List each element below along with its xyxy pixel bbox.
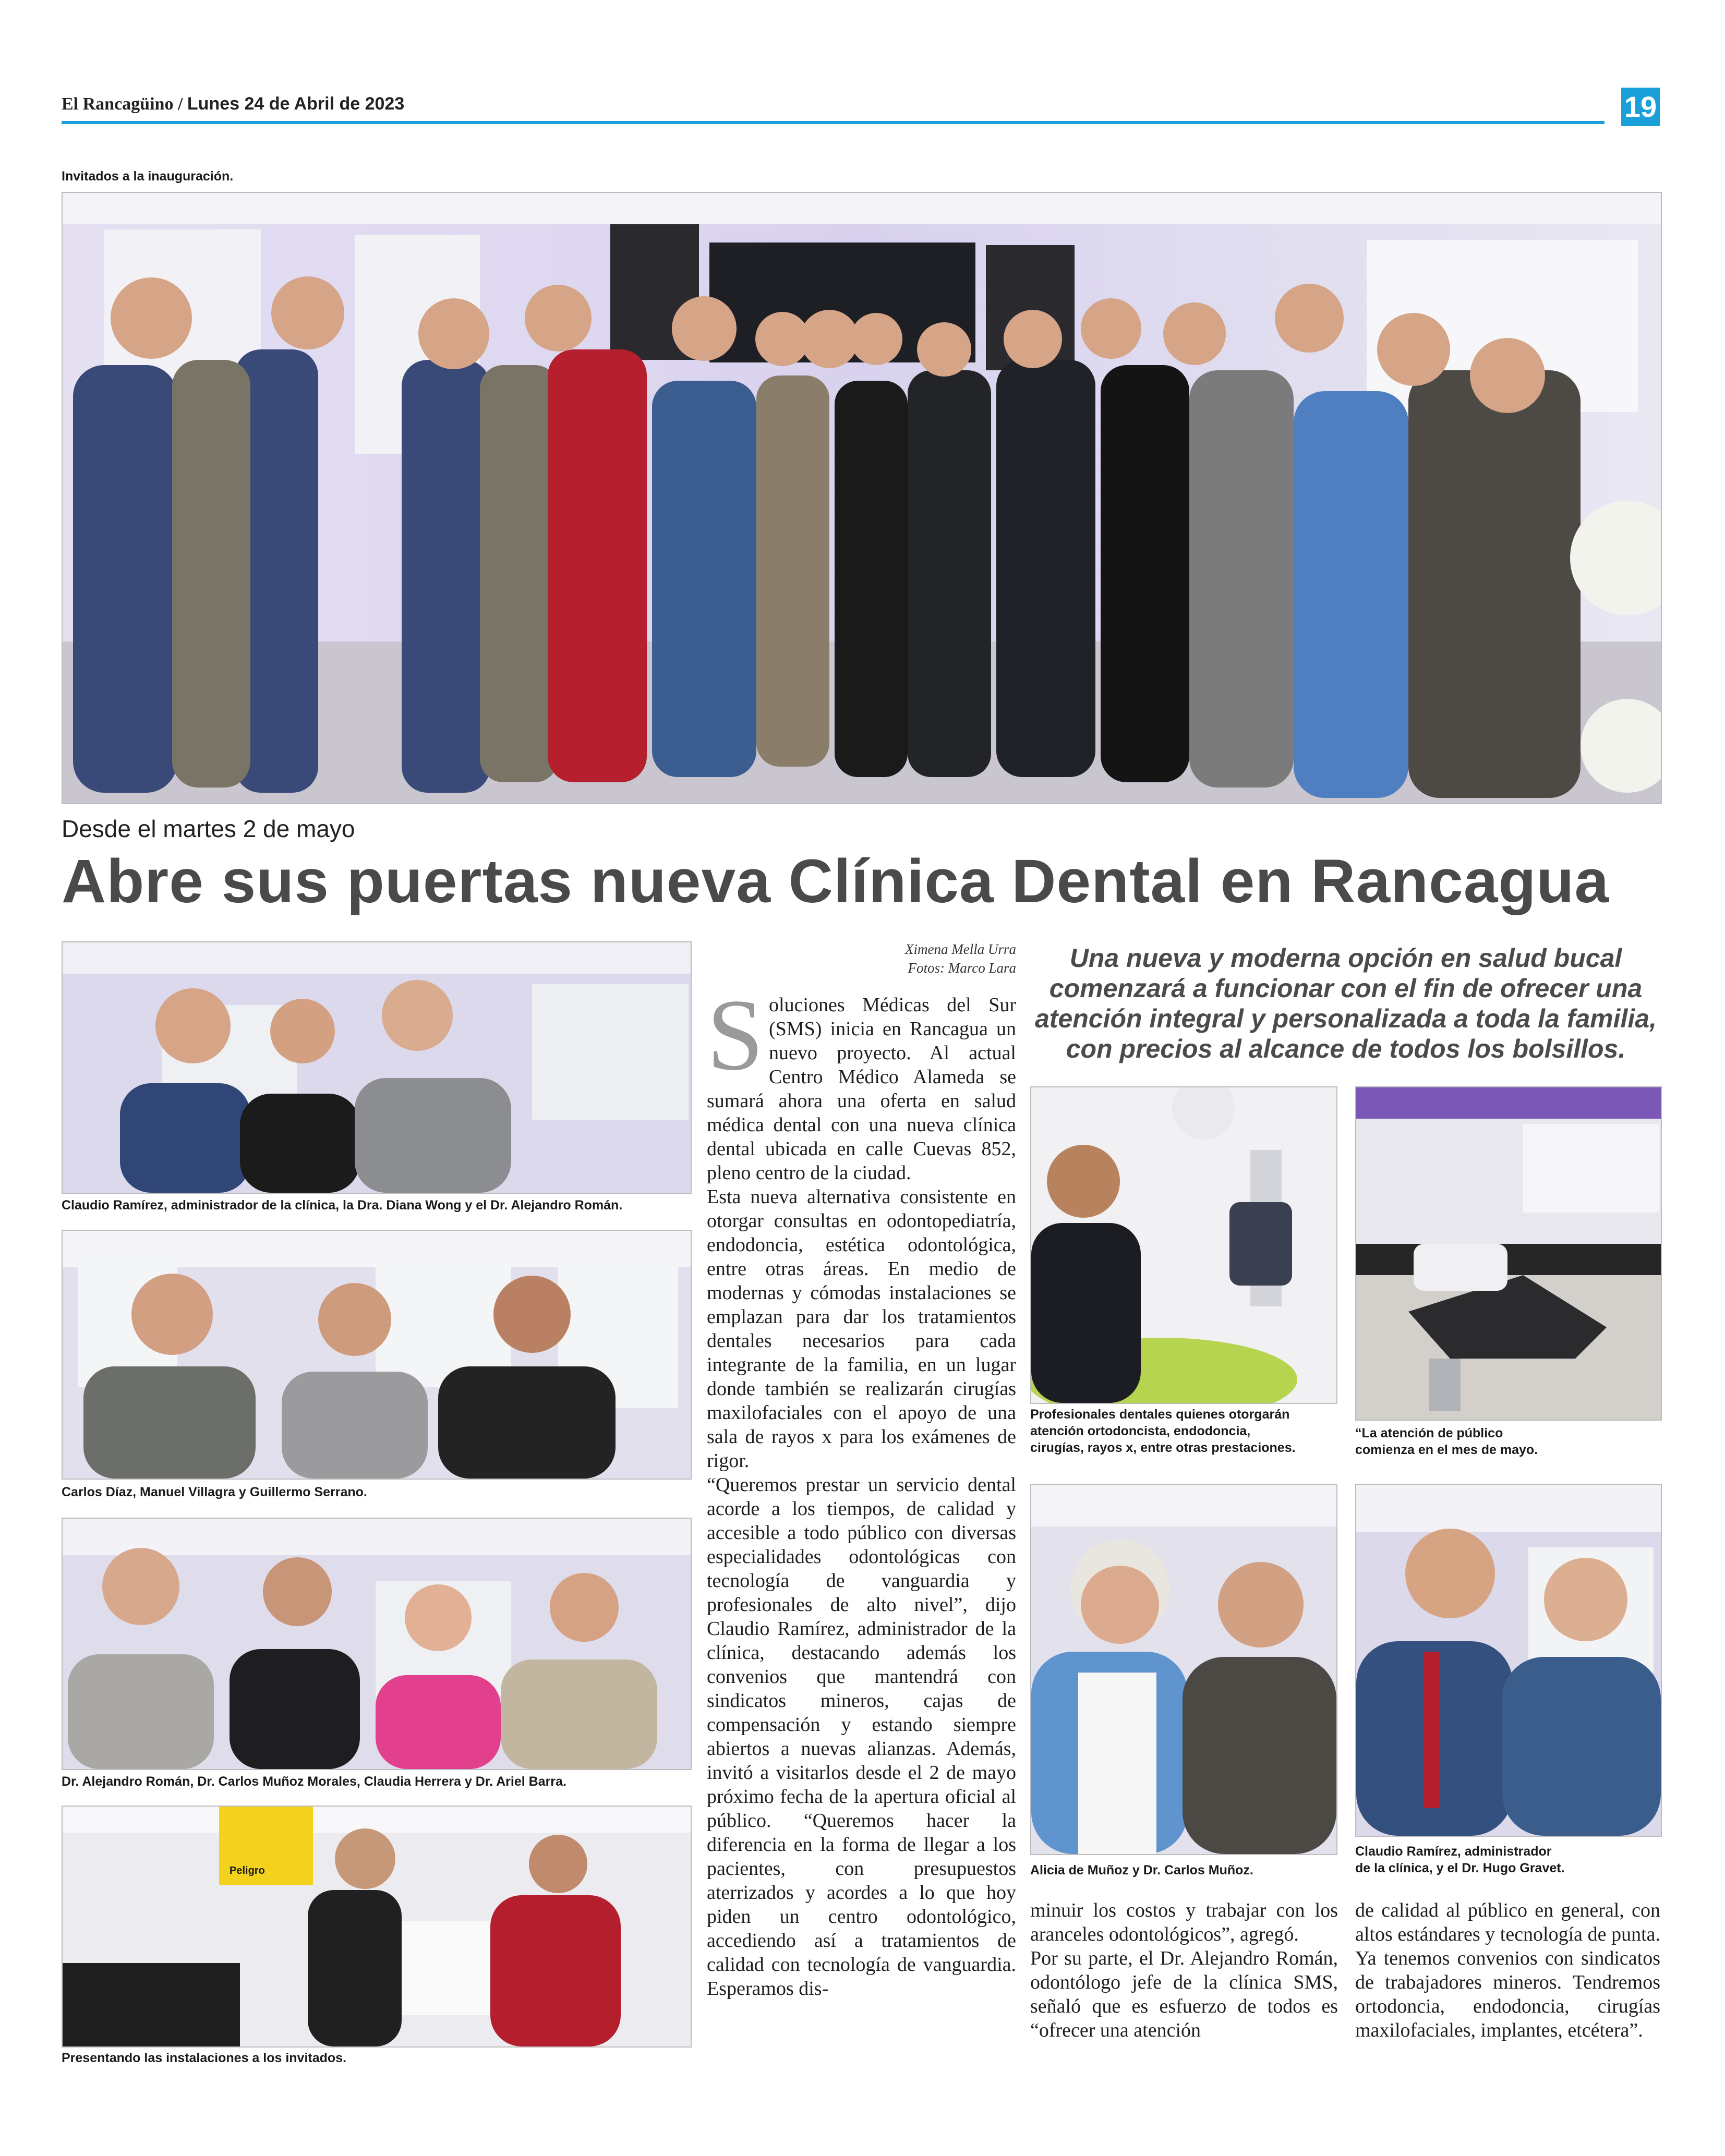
headline: Abre sus puertas nueva Clínica Dental en Rancagua [62,847,1610,916]
body-paragraph-6: de calidad al público en general, con altos estándares y tecnología de punta. Ya tenemos convenios con sindicatos de trabajadores mineros. Tendremos ortodoncia, endodoncia, cirugías maxilofaciales, implantes, etcétera”. [1355,1899,1660,2041]
drop-cap: S [707,978,764,1092]
masthead [62,94,404,114]
paper-name: El Rancagüino / [62,94,183,114]
photo-credit: Fotos: Marco Lara [908,960,1016,976]
body-paragraph-5: Por su parte, el Dr. Alejandro Román, odontólogo jefe de la clínica SMS, señaló que es esfuerzo de todos es “ofrecer una atención [1030,1947,1338,2041]
body-paragraph-4: minuir los costos y trabajar con los aranceles odontológicos”, agregó. [1030,1899,1338,1945]
top-photo-caption: Invitados a la inauguración. [62,169,234,184]
photo-caption-5: Profesionales dentales quienes otorgarán atención ortodoncista, endodoncia, cirugías, rayos x, entre otras prestaciones. [1030,1407,1296,1455]
body-column-1 [707,978,1016,2001]
photo-caption-1: Claudio Ramírez, administrador de la clínica, la Dra. Diana Wong y el Dr. Alejandro Román. [62,1198,623,1213]
photo-caption-7: Alicia de Muñoz y Dr. Carlos Muñoz. [1030,1863,1253,1878]
body-paragraph-1: oluciones Médicas del Sur (SMS) inicia en Rancagua un nuevo proyecto. Al actual Centro Médico Alameda se sumará ahora una oferta en salud médica dental con una nueva clínica dental ubicada en calle Cuevas 852, pleno centro de la ciudad. [707,994,1016,1184]
photo-caption-2: Carlos Díaz, Manuel Villagra y Guillermo Serrano. [62,1485,367,1499]
body-paragraph-3: “Queremos prestar un servicio dental acorde a los tiempos, de calidad y accesible a todo público con diversas especialidades odontológicas con tecnología de vanguardia y profesionales de alto nivel”, dijo Claudio Ramírez, administrador de la clínica, destacando además los convenios que mantendrá con sindicatos mineros, cajas de compensación y estando siempre abiertos a nuevas alianzas. Además, invitó a visitarlos desde el 2 de mayo próximo fecha de la apertura oficial al público. “Queremos hacer la diferencia en la forma de llegar a los pacientes, con presupuestos aterrizados y acordes a lo que hoy piden un centro odontológico, accediendo así a tratamientos de calidad con tecnología de vanguardia. Esperamos dis- [707,1474,1016,2000]
photo-dental-chair [1355,1086,1662,1421]
photo-ramirez-gravet [1355,1484,1662,1837]
photo-caption-3: Dr. Alejandro Román, Dr. Carlos Muñoz Morales, Claudia Herrera y Dr. Ariel Barra. [62,1774,566,1789]
header-rule [62,121,1605,124]
deck: Una nueva y moderna opción en salud bucal comenzará a funcionar con el fin de ofrecer una atención integral y personalizada a toda la familia, con precios al alcance de todos los bolsillos. [1034,943,1657,1063]
photo-dental-professional [1030,1086,1337,1404]
photo-three-men [62,1230,692,1480]
photo-four-guests [62,1518,692,1770]
kicker: Desde el martes 2 de mayo [62,815,355,842]
photo-caption-4: Presentando las instalaciones a los invitados. [62,2051,347,2065]
photo-caption-8: Claudio Ramírez, administrador de la clínica, y el Dr. Hugo Gravet. [1355,1844,1565,1875]
photo-facilities-tour [62,1806,692,2048]
photo-caption-6: “La atención de público comienza en el mes de mayo. [1355,1426,1538,1457]
author: Ximena Mella Urra [905,941,1016,957]
issue-date: Lunes 24 de Abril de 2023 [187,94,405,114]
group-photo [62,192,1662,804]
photo-three-guests [62,941,692,1194]
body-paragraph-2: Esta nueva alternativa consistente en otorgar consultas en odontopediatría, endodoncia, estética odontológica, entre otras áreas. En medio de modernas y cómodas instalaciones se emplazan para dar los tratamientos dentales necesarios para cada integrante de la familia, en un lugar donde también se realizarán cirugías maxilofaciales con el apoyo de una sala de rayos x para los exámenes de rigor. [707,1186,1016,1472]
byline [782,940,1016,977]
photo-alicia-carlos [1030,1484,1337,1855]
body-column-3 [1355,1898,1660,2042]
body-column-2 [1030,1898,1338,2042]
danger-sign-text: Peligro [230,1865,265,1876]
page-number: 19 [1621,88,1660,126]
